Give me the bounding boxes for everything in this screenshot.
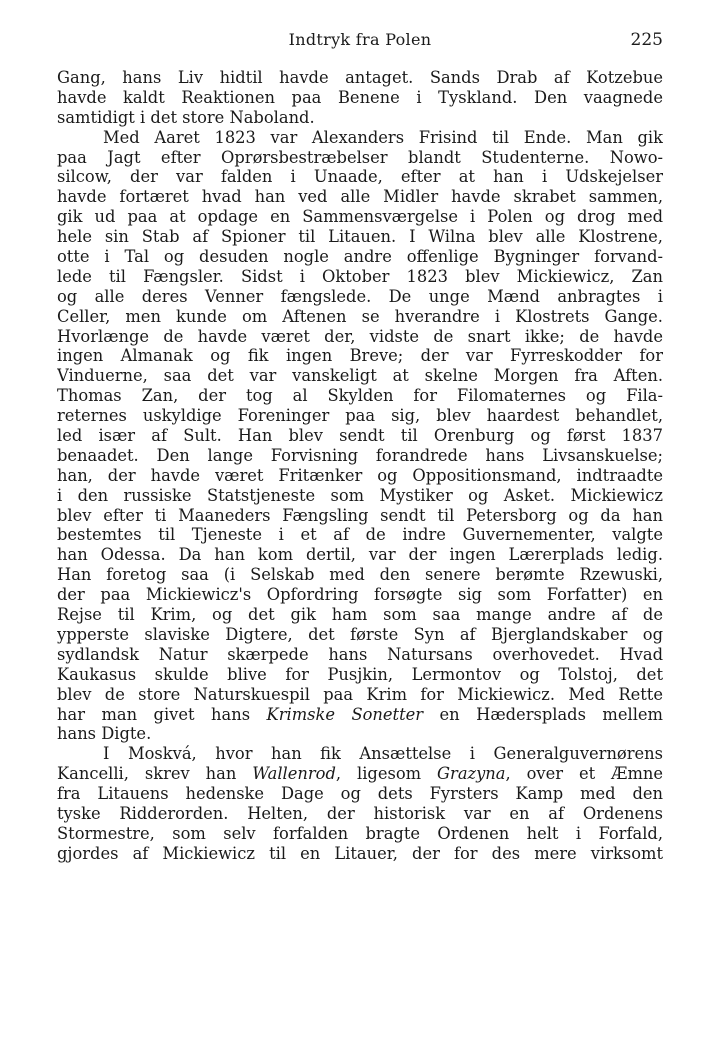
text-line: hele sin Stab af Spioner til Litauen. I Wilna blev alle Klostrene, — [57, 227, 663, 247]
text-line: ingen Almanak og fik ingen Breve; der var Fyrreskodder for — [57, 346, 663, 366]
text-line: han Odessa. Da han kom dertil, var der ingen Lærerplads ledig. — [57, 545, 663, 565]
text-line: reternes uskyldige Foreninger paa sig, blev haardest behandlet, — [57, 406, 663, 426]
text-line: tyske Ridderorden. Helten, der historisk var en af Ordenens — [57, 803, 663, 823]
text-line: havde fortæret hvad han ved alle Midler havde skrabet sammen, — [57, 187, 663, 207]
text-line: blev de store Naturskuespil paa Krim for Mickiewicz. Med Rette — [57, 684, 663, 704]
text-line: og alle deres Venner fængslede. De unge Mænd anbragtes i — [57, 286, 663, 306]
text-line: lede til Fængsler. Sidst i Oktober 1823 blev Mickiewicz, Zan — [57, 266, 663, 286]
text-line: Med Aaret 1823 var Alexanders Frisind til Ende. Man gik — [103, 127, 663, 147]
text-line: der paa Mickiewicz's Opfordring forsøgte sig som Forfatter) en — [57, 585, 663, 605]
text-line: Stormestre, som selv forfalden bragte Ordenen helt i Forfald, — [57, 823, 663, 843]
text-line: gjordes af Mickiewicz til en Litauer, der for des mere virksomt — [57, 843, 663, 863]
text-line: gik ud paa at opdage en Sammensværgelse i Polen og drog med — [57, 207, 663, 227]
text-line: Celler, men kunde om Aftenen se hverandre i Klostrets Gange. — [57, 306, 663, 326]
text-line: ypperste slaviske Digtere, det første Syn af Bjerglandskaber og — [57, 624, 663, 644]
running-title: Indtryk fra Polen — [288, 30, 432, 49]
text-line: har man givet hans Krimske Sonetter en Hædersplads mellem — [57, 704, 663, 724]
text-line: sydlandsk Natur skærpede hans Natursans overhovedet. Hvad — [57, 644, 663, 664]
body-text — [57, 68, 663, 864]
text-line: Thomas Zan, der tog al Skylden for Filomaternes og Fila- — [57, 386, 663, 406]
text-line: Gang, hans Liv hidtil havde antaget. Sands Drab af Kotzebue — [57, 68, 663, 87]
text-line: bestemtes til Tjeneste i et af de indre Guvernementer, valgte — [57, 525, 663, 545]
text-line: hans Digte. — [57, 724, 152, 744]
text-line: benaadet. Den lange Forvisning forandrede hans Livsanskuelse; — [57, 445, 663, 465]
text-line: i den russiske Statstjeneste som Mystiker og Asket. Mickiewicz — [57, 485, 663, 505]
page-number: 225 — [630, 30, 663, 50]
text-line: I Moskvá, hvor han fik Ansættelse i Generalguvernørens — [103, 744, 663, 764]
text-line: fra Litauens hedenske Dage og dets Fyrsters Kamp med den — [57, 784, 663, 804]
text-line: paa Jagt efter Oprørsbestræbelser blandt Studenterne. Nowo- — [57, 147, 663, 167]
text-line: han, der havde været Fritænker og Oppositionsmand, indtraadte — [57, 465, 663, 485]
text-line: Kaukasus skulde blive for Pusjkin, Lermontov og Tolstoj, det — [57, 664, 663, 684]
text-line: Hvorlænge de havde været der, vidste de snart ikke; de havde — [57, 326, 663, 346]
text-line: Vinduerne, saa det var vanskeligt at skelne Morgen fra Aften. — [57, 366, 663, 386]
text-line: samtidigt i det store Naboland. — [57, 107, 315, 127]
text-line: havde kaldt Reaktionen paa Benene i Tyskland. Den vaagnede — [57, 87, 663, 107]
text-line: Rejse til Krim, og det gik ham som saa mange andre af de — [57, 605, 663, 625]
text-line: otte i Tal og desuden nogle andre offenlige Bygninger forvand- — [57, 247, 663, 267]
text-line: silcow, der var falden i Unaade, efter at han i Udskejelser — [57, 167, 663, 187]
text-line: Kancelli, skrev han Wallenrod, ligesom Grazyna, over et Æmne — [57, 764, 663, 784]
text-line: Han foretog saa (i Selskab med den senere berømte Rzewuski, — [57, 565, 663, 585]
text-line: led især af Sult. Han blev sendt til Orenburg og først 1837 — [57, 426, 663, 446]
page-header — [57, 30, 663, 52]
text-line: blev efter ti Maaneders Fængsling sendt til Petersborg og da han — [57, 505, 663, 525]
